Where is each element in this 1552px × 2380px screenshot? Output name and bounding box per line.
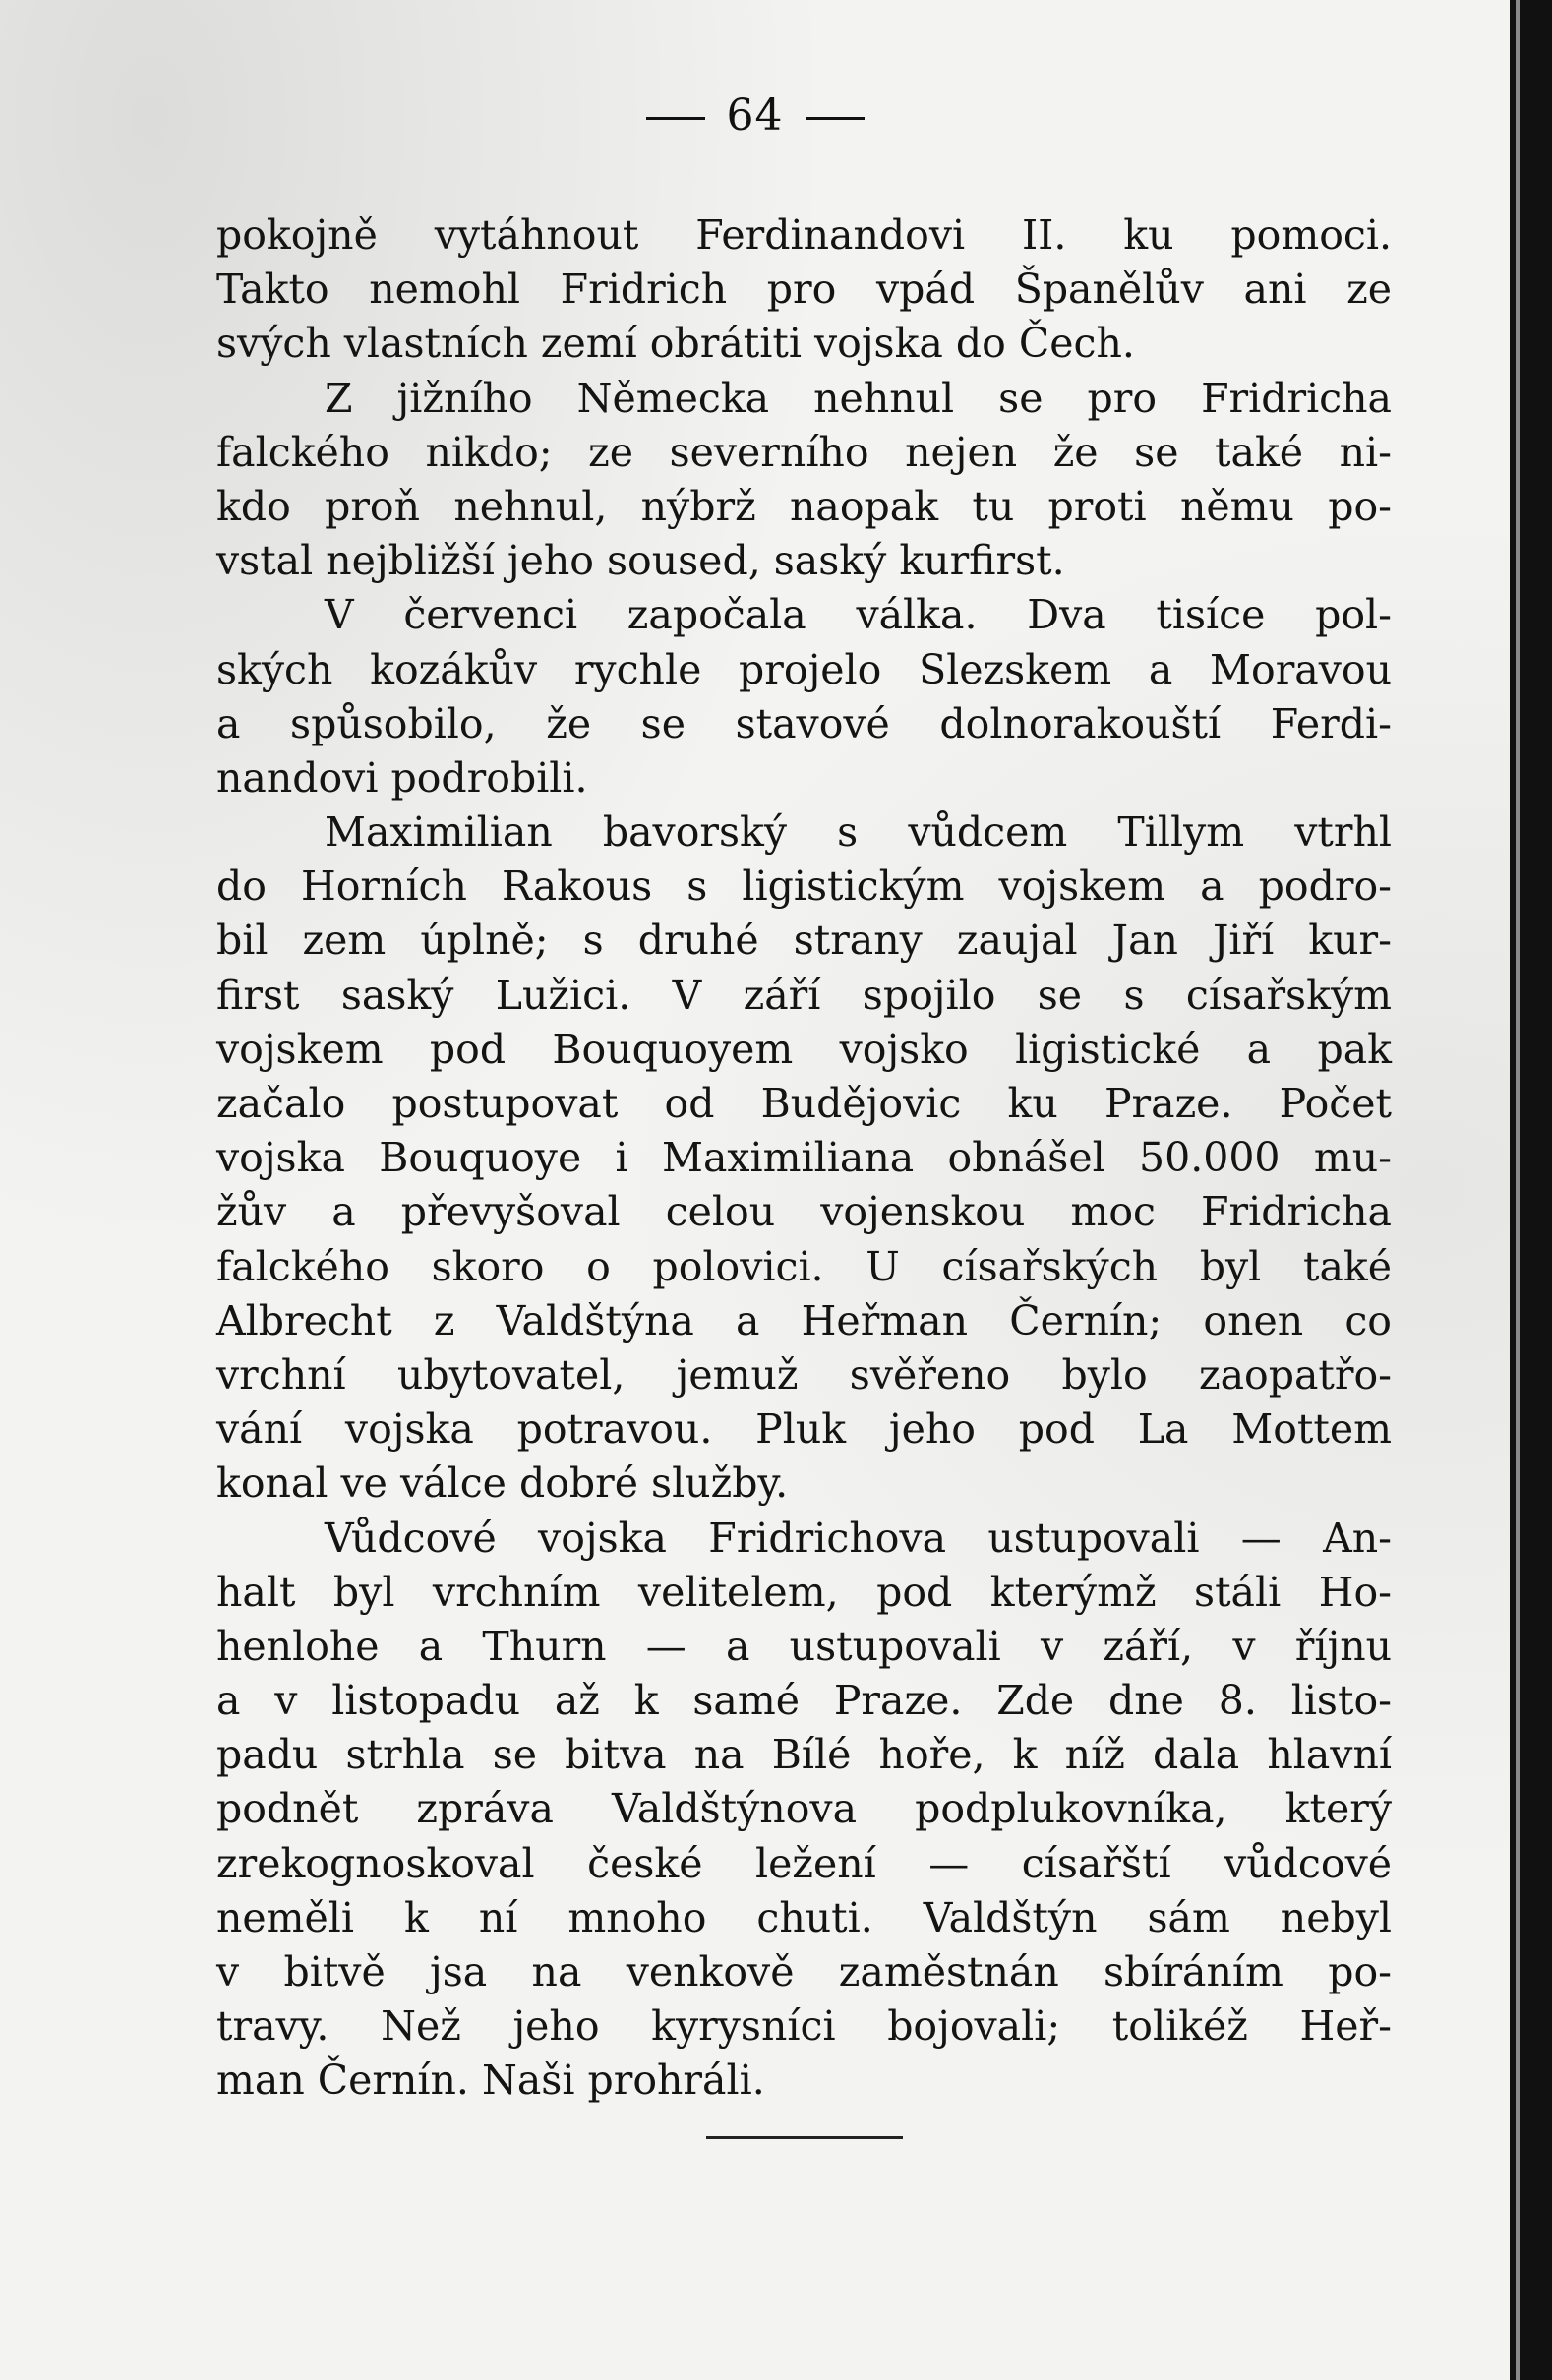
page-number-value: 64 — [726, 90, 784, 141]
text-line: ských kozákův rychle projelo Slezskem a Moravou — [216, 645, 1392, 693]
text-line: v bitvě jsa na venkově zaměstnán sbíráním po- — [216, 1948, 1392, 1995]
text-line: vání vojska potravou. Pluk jeho pod La Mottem — [216, 1405, 1392, 1454]
text-line: travy. Než jeho kyrysníci bojovali; tolikéž Heř- — [216, 2002, 1392, 2051]
text-line: pokojně vytáhnout Ferdinandovi II. ku pomoci. — [216, 211, 1392, 259]
text-line: Maximilian bavorský s vůdcem Tillym vtrhl — [325, 808, 1392, 857]
text-line: vojska Bouquoye i Maximiliana obnášel 50.000 mu- — [216, 1134, 1392, 1182]
text-line: kdo proň nehnul, nýbrž naopak tu proti němu po- — [216, 482, 1392, 530]
text-line: konal ve válce dobré služby. — [216, 1459, 789, 1508]
text-line: svých vlastních zemí obrátiti vojska do Čech. — [216, 320, 1135, 368]
text-line: Vůdcové vojska Fridrichova ustupovali — An- — [325, 1514, 1392, 1562]
text-line: henlohe a Thurn — a ustupovali v září, v říjnu — [216, 1622, 1392, 1670]
page-number-dash-right — [806, 117, 865, 120]
text-line: a spůsobilo, že se stavové dolnorakouští Ferdi- — [216, 699, 1392, 747]
text-line: V červenci započala válka. Dva tisíce pol- — [325, 591, 1392, 639]
text-line: začalo postupovat od Budějovic ku Praze. Počet — [216, 1080, 1392, 1127]
text-line: padu strhla se bitva na Bílé hoře, k níž dala hlavní — [216, 1731, 1392, 1779]
text-line: vojskem pod Bouquoyem vojsko ligistické a pak — [216, 1025, 1392, 1073]
body-text — [216, 208, 1392, 2109]
text-line: Albrecht z Valdštýna a Heřman Černín; onen co — [216, 1296, 1392, 1344]
book-edge — [1510, 0, 1552, 2380]
text-line: falckého nikdo; ze severního nejen že se také ni- — [216, 428, 1392, 476]
page-number — [0, 90, 1510, 141]
text-line: neměli k ní mnoho chuti. Valdštýn sám nebyl — [216, 1893, 1392, 1941]
text-line: Takto nemohl Fridrich pro vpád Španělův ani ze — [216, 266, 1392, 314]
text-line: Z jižního Německa nehnul se pro Fridricha — [325, 374, 1392, 422]
text-line: žův a převyšoval celou vojenskou moc Fridricha — [216, 1188, 1392, 1236]
text-line: nandovi podrobili. — [216, 753, 588, 802]
text-line: bil zem úplně; s druhé strany zaujal Jan Jiří kur- — [216, 917, 1392, 965]
text-line: vrchní ubytovatel, jemuž svěřeno bylo zaopatřo- — [216, 1350, 1392, 1398]
text-line: falckého skoro o polovici. U císařských byl také — [216, 1242, 1392, 1290]
text-line: man Černín. Naši prohráli. — [216, 2056, 765, 2105]
text-line: vstal nejbližší jeho soused, saský kurfirst. — [216, 537, 1065, 585]
text-line: a v listopadu až k samé Praze. Zde dne 8. listo- — [216, 1677, 1392, 1725]
text-line: do Horních Rakous s ligistickým vojskem a podro- — [216, 863, 1392, 911]
closing-rule — [706, 2136, 903, 2139]
text-line: halt byl vrchním velitelem, pod kterýmž stáli Ho- — [216, 1568, 1392, 1616]
text-line: first saský Lužici. V září spojilo se s císařským — [216, 971, 1392, 1019]
text-line: podnět zpráva Valdštýnova podplukovníka, který — [216, 1785, 1392, 1833]
page-number-dash-left — [646, 117, 705, 120]
text-line: zrekognoskoval české ležení — císařští vůdcové — [216, 1839, 1392, 1887]
